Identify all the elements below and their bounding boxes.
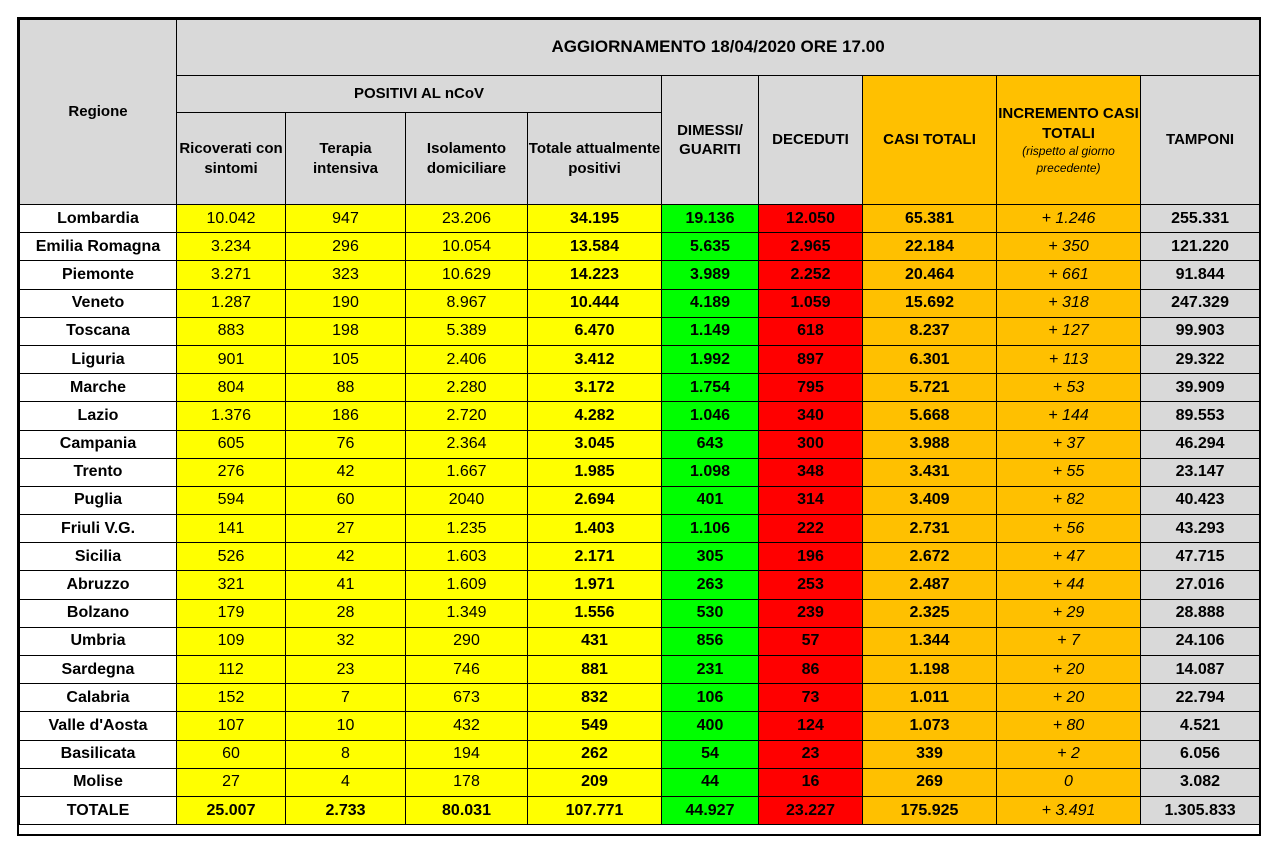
isolamento-cell: 1.667 — [406, 458, 528, 486]
ricoverati-cell: 526 — [177, 543, 286, 571]
dimessi-cell: 1.098 — [662, 458, 759, 486]
deceduti-cell: 222 — [759, 515, 863, 543]
isolamento-cell: 1.349 — [406, 599, 528, 627]
dimessi-cell: 1.149 — [662, 317, 759, 345]
tamponi-cell: 47.715 — [1141, 543, 1260, 571]
isolamento-cell: 80.031 — [406, 796, 528, 824]
ricoverati-cell: 112 — [177, 656, 286, 684]
tamponi-cell: 29.322 — [1141, 345, 1260, 373]
tamponi-cell: 255.331 — [1141, 205, 1260, 233]
deceduti-cell: 73 — [759, 684, 863, 712]
deceduti-cell: 86 — [759, 656, 863, 684]
deceduti-cell: 12.050 — [759, 205, 863, 233]
ricoverati-cell: 141 — [177, 515, 286, 543]
region-name: Sicilia — [20, 543, 177, 571]
dimessi-cell: 54 — [662, 740, 759, 768]
isolamento-cell: 23.206 — [406, 205, 528, 233]
deceduti-cell: 618 — [759, 317, 863, 345]
covid-regional-table — [19, 19, 1260, 825]
ricoverati-cell: 25.007 — [177, 796, 286, 824]
region-name: Sardegna — [20, 656, 177, 684]
totale-positivi-cell: 549 — [528, 712, 662, 740]
tamponi-cell: 43.293 — [1141, 515, 1260, 543]
region-name: Basilicata — [20, 740, 177, 768]
isolamento-cell: 2.364 — [406, 430, 528, 458]
table-row — [20, 684, 1260, 712]
table-row — [20, 261, 1260, 289]
totale-positivi-cell: 262 — [528, 740, 662, 768]
table-row — [20, 458, 1260, 486]
casi-totali-cell: 2.487 — [863, 571, 997, 599]
casi-totali-cell: 175.925 — [863, 796, 997, 824]
tamponi-cell: 46.294 — [1141, 430, 1260, 458]
incremento-cell: + 2 — [997, 740, 1141, 768]
isolamento-cell: 673 — [406, 684, 528, 712]
isolamento-cell: 5.389 — [406, 317, 528, 345]
deceduti-cell: 340 — [759, 402, 863, 430]
incremento-cell: + 82 — [997, 486, 1141, 514]
isolamento-cell: 1.235 — [406, 515, 528, 543]
region-name: Calabria — [20, 684, 177, 712]
tamponi-cell: 27.016 — [1141, 571, 1260, 599]
tamponi-cell: 28.888 — [1141, 599, 1260, 627]
totale-positivi-cell: 209 — [528, 768, 662, 796]
dimessi-cell: 4.189 — [662, 289, 759, 317]
tamponi-cell: 247.329 — [1141, 289, 1260, 317]
region-name: Molise — [20, 768, 177, 796]
incremento-cell: + 20 — [997, 684, 1141, 712]
region-name: Puglia — [20, 486, 177, 514]
table-row — [20, 627, 1260, 655]
incremento-cell: + 37 — [997, 430, 1141, 458]
casi-totali-cell: 5.668 — [863, 402, 997, 430]
dimessi-cell: 856 — [662, 627, 759, 655]
incremento-cell: + 3.491 — [997, 796, 1141, 824]
terapia-cell: 42 — [286, 458, 406, 486]
totale-positivi-cell: 2.694 — [528, 486, 662, 514]
incremento-cell: + 1.246 — [997, 205, 1141, 233]
dimessi-cell: 400 — [662, 712, 759, 740]
deceduti-cell: 348 — [759, 458, 863, 486]
totale-positivi-cell: 4.282 — [528, 402, 662, 430]
tamponi-cell: 4.521 — [1141, 712, 1260, 740]
dimessi-cell: 1.992 — [662, 345, 759, 373]
deceduti-cell: 23 — [759, 740, 863, 768]
region-name: Trento — [20, 458, 177, 486]
table-row — [20, 345, 1260, 373]
dimessi-cell: 530 — [662, 599, 759, 627]
casi-totali-cell: 1.073 — [863, 712, 997, 740]
casi-totali-cell: 65.381 — [863, 205, 997, 233]
totale-positivi-cell: 34.195 — [528, 205, 662, 233]
terapia-cell: 88 — [286, 374, 406, 402]
totale-positivi-cell: 3.045 — [528, 430, 662, 458]
casi-totali-cell: 1.344 — [863, 627, 997, 655]
region-name: Marche — [20, 374, 177, 402]
isolamento-cell: 2.280 — [406, 374, 528, 402]
region-name: Lombardia — [20, 205, 177, 233]
dimessi-cell: 44.927 — [662, 796, 759, 824]
tamponi-cell: 39.909 — [1141, 374, 1260, 402]
dimessi-cell: 3.989 — [662, 261, 759, 289]
isolamento-cell: 8.967 — [406, 289, 528, 317]
isolamento-cell: 10.054 — [406, 233, 528, 261]
ricoverati-cell: 901 — [177, 345, 286, 373]
table-row — [20, 768, 1260, 796]
incremento-cell: + 661 — [997, 261, 1141, 289]
deceduti-cell: 57 — [759, 627, 863, 655]
incremento-cell: + 56 — [997, 515, 1141, 543]
table-row — [20, 543, 1260, 571]
region-name: Veneto — [20, 289, 177, 317]
isolamento-cell: 178 — [406, 768, 528, 796]
terapia-cell: 198 — [286, 317, 406, 345]
casi-totali-cell: 339 — [863, 740, 997, 768]
ricoverati-cell: 152 — [177, 684, 286, 712]
region-name: Campania — [20, 430, 177, 458]
deceduti-cell: 1.059 — [759, 289, 863, 317]
tamponi-cell: 91.844 — [1141, 261, 1260, 289]
incremento-cell: + 127 — [997, 317, 1141, 345]
tamponi-cell: 3.082 — [1141, 768, 1260, 796]
header-regione: Regione — [20, 20, 177, 205]
terapia-cell: 27 — [286, 515, 406, 543]
region-name: Toscana — [20, 317, 177, 345]
terapia-cell: 10 — [286, 712, 406, 740]
terapia-cell: 42 — [286, 543, 406, 571]
totale-positivi-cell: 14.223 — [528, 261, 662, 289]
terapia-cell: 41 — [286, 571, 406, 599]
isolamento-cell: 194 — [406, 740, 528, 768]
ricoverati-cell: 276 — [177, 458, 286, 486]
terapia-cell: 32 — [286, 627, 406, 655]
casi-totali-cell: 15.692 — [863, 289, 997, 317]
incremento-cell: + 55 — [997, 458, 1141, 486]
isolamento-cell: 2040 — [406, 486, 528, 514]
casi-totali-cell: 1.198 — [863, 656, 997, 684]
terapia-cell: 23 — [286, 656, 406, 684]
table-row — [20, 486, 1260, 514]
ricoverati-cell: 1.287 — [177, 289, 286, 317]
deceduti-cell: 795 — [759, 374, 863, 402]
ricoverati-cell: 27 — [177, 768, 286, 796]
header-casi-totali: CASI TOTALI — [863, 76, 997, 205]
region-name: Umbria — [20, 627, 177, 655]
table-body — [20, 205, 1260, 825]
header-dimessi-guariti: DIMESSI/ GUARITI — [662, 76, 759, 205]
dimessi-cell: 263 — [662, 571, 759, 599]
casi-totali-cell: 20.464 — [863, 261, 997, 289]
incremento-cell: + 44 — [997, 571, 1141, 599]
deceduti-cell: 2.252 — [759, 261, 863, 289]
table-row — [20, 402, 1260, 430]
covid-regional-table-container — [17, 17, 1261, 836]
header-tamponi: TAMPONI — [1141, 76, 1260, 205]
isolamento-cell: 2.720 — [406, 402, 528, 430]
table-row — [20, 712, 1260, 740]
header-totale-positivi: Totale attualmente positivi — [528, 113, 662, 205]
totale-positivi-cell: 6.470 — [528, 317, 662, 345]
incremento-cell: + 47 — [997, 543, 1141, 571]
terapia-cell: 323 — [286, 261, 406, 289]
casi-totali-cell: 3.988 — [863, 430, 997, 458]
totale-positivi-cell: 3.172 — [528, 374, 662, 402]
incremento-cell: + 53 — [997, 374, 1141, 402]
dimessi-cell: 19.136 — [662, 205, 759, 233]
tamponi-cell: 121.220 — [1141, 233, 1260, 261]
terapia-cell: 296 — [286, 233, 406, 261]
ricoverati-cell: 107 — [177, 712, 286, 740]
ricoverati-cell: 109 — [177, 627, 286, 655]
ricoverati-cell: 883 — [177, 317, 286, 345]
table-row — [20, 656, 1260, 684]
dimessi-cell: 305 — [662, 543, 759, 571]
ricoverati-cell: 594 — [177, 486, 286, 514]
casi-totali-cell: 6.301 — [863, 345, 997, 373]
isolamento-cell: 1.609 — [406, 571, 528, 599]
deceduti-cell: 314 — [759, 486, 863, 514]
ricoverati-cell: 1.376 — [177, 402, 286, 430]
terapia-cell: 7 — [286, 684, 406, 712]
dimessi-cell: 106 — [662, 684, 759, 712]
dimessi-cell: 44 — [662, 768, 759, 796]
totale-positivi-cell: 1.403 — [528, 515, 662, 543]
table-row — [20, 599, 1260, 627]
tamponi-cell: 6.056 — [1141, 740, 1260, 768]
totale-positivi-cell: 832 — [528, 684, 662, 712]
header-incremento — [997, 76, 1141, 205]
table-row — [20, 430, 1260, 458]
tamponi-cell: 99.903 — [1141, 317, 1260, 345]
tamponi-cell: 89.553 — [1141, 402, 1260, 430]
casi-totali-cell: 3.431 — [863, 458, 997, 486]
region-name: Friuli V.G. — [20, 515, 177, 543]
dimessi-cell: 1.754 — [662, 374, 759, 402]
region-name: Bolzano — [20, 599, 177, 627]
dimessi-cell: 643 — [662, 430, 759, 458]
terapia-cell: 4 — [286, 768, 406, 796]
isolamento-cell: 2.406 — [406, 345, 528, 373]
terapia-cell: 60 — [286, 486, 406, 514]
casi-totali-cell: 1.011 — [863, 684, 997, 712]
terapia-cell: 76 — [286, 430, 406, 458]
table-row — [20, 233, 1260, 261]
region-name: Liguria — [20, 345, 177, 373]
incremento-cell: + 350 — [997, 233, 1141, 261]
ricoverati-cell: 3.271 — [177, 261, 286, 289]
deceduti-cell: 300 — [759, 430, 863, 458]
tamponi-cell: 14.087 — [1141, 656, 1260, 684]
incremento-cell: 0 — [997, 768, 1141, 796]
isolamento-cell: 432 — [406, 712, 528, 740]
region-name: Valle d'Aosta — [20, 712, 177, 740]
totale-positivi-cell: 107.771 — [528, 796, 662, 824]
deceduti-cell: 196 — [759, 543, 863, 571]
incremento-cell: + 20 — [997, 656, 1141, 684]
tamponi-cell: 1.305.833 — [1141, 796, 1260, 824]
table-row — [20, 515, 1260, 543]
totale-positivi-cell: 3.412 — [528, 345, 662, 373]
header-title: AGGIORNAMENTO 18/04/2020 ORE 17.00 — [177, 20, 1260, 76]
casi-totali-cell: 269 — [863, 768, 997, 796]
dimessi-cell: 1.046 — [662, 402, 759, 430]
incremento-cell: + 80 — [997, 712, 1141, 740]
incremento-cell: + 144 — [997, 402, 1141, 430]
table-row — [20, 289, 1260, 317]
casi-totali-cell: 2.325 — [863, 599, 997, 627]
ricoverati-cell: 3.234 — [177, 233, 286, 261]
table-row — [20, 205, 1260, 233]
incremento-cell: + 318 — [997, 289, 1141, 317]
ricoverati-cell: 179 — [177, 599, 286, 627]
deceduti-cell: 16 — [759, 768, 863, 796]
region-name: Piemonte — [20, 261, 177, 289]
table-row — [20, 740, 1260, 768]
incremento-cell: + 113 — [997, 345, 1141, 373]
totale-positivi-cell: 1.985 — [528, 458, 662, 486]
region-name: TOTALE — [20, 796, 177, 824]
terapia-cell: 947 — [286, 205, 406, 233]
casi-totali-cell: 2.731 — [863, 515, 997, 543]
terapia-cell: 105 — [286, 345, 406, 373]
isolamento-cell: 1.603 — [406, 543, 528, 571]
totale-positivi-cell: 10.444 — [528, 289, 662, 317]
ricoverati-cell: 10.042 — [177, 205, 286, 233]
deceduti-cell: 253 — [759, 571, 863, 599]
deceduti-cell: 124 — [759, 712, 863, 740]
terapia-cell: 8 — [286, 740, 406, 768]
totale-positivi-cell: 431 — [528, 627, 662, 655]
totale-positivi-cell: 2.171 — [528, 543, 662, 571]
table-row — [20, 571, 1260, 599]
tamponi-cell: 23.147 — [1141, 458, 1260, 486]
isolamento-cell: 290 — [406, 627, 528, 655]
deceduti-cell: 239 — [759, 599, 863, 627]
header-terapia-intensiva: Terapia intensiva — [286, 113, 406, 205]
tamponi-cell: 22.794 — [1141, 684, 1260, 712]
totale-positivi-cell: 13.584 — [528, 233, 662, 261]
header-deceduti: DECEDUTI — [759, 76, 863, 205]
deceduti-cell: 897 — [759, 345, 863, 373]
terapia-cell: 28 — [286, 599, 406, 627]
isolamento-cell: 746 — [406, 656, 528, 684]
header-isolamento: Isolamento domiciliare — [406, 113, 528, 205]
header-incremento-label: INCREMENTO CASI TOTALI — [998, 105, 1139, 142]
tamponi-cell: 40.423 — [1141, 486, 1260, 514]
casi-totali-cell: 8.237 — [863, 317, 997, 345]
ricoverati-cell: 60 — [177, 740, 286, 768]
terapia-cell: 2.733 — [286, 796, 406, 824]
dimessi-cell: 1.106 — [662, 515, 759, 543]
region-name: Emilia Romagna — [20, 233, 177, 261]
totale-positivi-cell: 881 — [528, 656, 662, 684]
dimessi-cell: 401 — [662, 486, 759, 514]
tamponi-cell: 24.106 — [1141, 627, 1260, 655]
dimessi-cell: 231 — [662, 656, 759, 684]
ricoverati-cell: 321 — [177, 571, 286, 599]
dimessi-cell: 5.635 — [662, 233, 759, 261]
total-row — [20, 796, 1260, 824]
deceduti-cell: 2.965 — [759, 233, 863, 261]
casi-totali-cell: 2.672 — [863, 543, 997, 571]
ricoverati-cell: 804 — [177, 374, 286, 402]
isolamento-cell: 10.629 — [406, 261, 528, 289]
ricoverati-cell: 605 — [177, 430, 286, 458]
terapia-cell: 186 — [286, 402, 406, 430]
header-ricoverati: Ricoverati con sintomi — [177, 113, 286, 205]
table-row — [20, 317, 1260, 345]
totale-positivi-cell: 1.971 — [528, 571, 662, 599]
casi-totali-cell: 5.721 — [863, 374, 997, 402]
table-row — [20, 374, 1260, 402]
terapia-cell: 190 — [286, 289, 406, 317]
header-incremento-note: (rispetto al giorno precedente) — [1022, 144, 1115, 175]
casi-totali-cell: 3.409 — [863, 486, 997, 514]
deceduti-cell: 23.227 — [759, 796, 863, 824]
region-name: Abruzzo — [20, 571, 177, 599]
region-name: Lazio — [20, 402, 177, 430]
incremento-cell: + 7 — [997, 627, 1141, 655]
totale-positivi-cell: 1.556 — [528, 599, 662, 627]
incremento-cell: + 29 — [997, 599, 1141, 627]
header-positivi-group: POSITIVI AL nCoV — [177, 76, 662, 113]
casi-totali-cell: 22.184 — [863, 233, 997, 261]
